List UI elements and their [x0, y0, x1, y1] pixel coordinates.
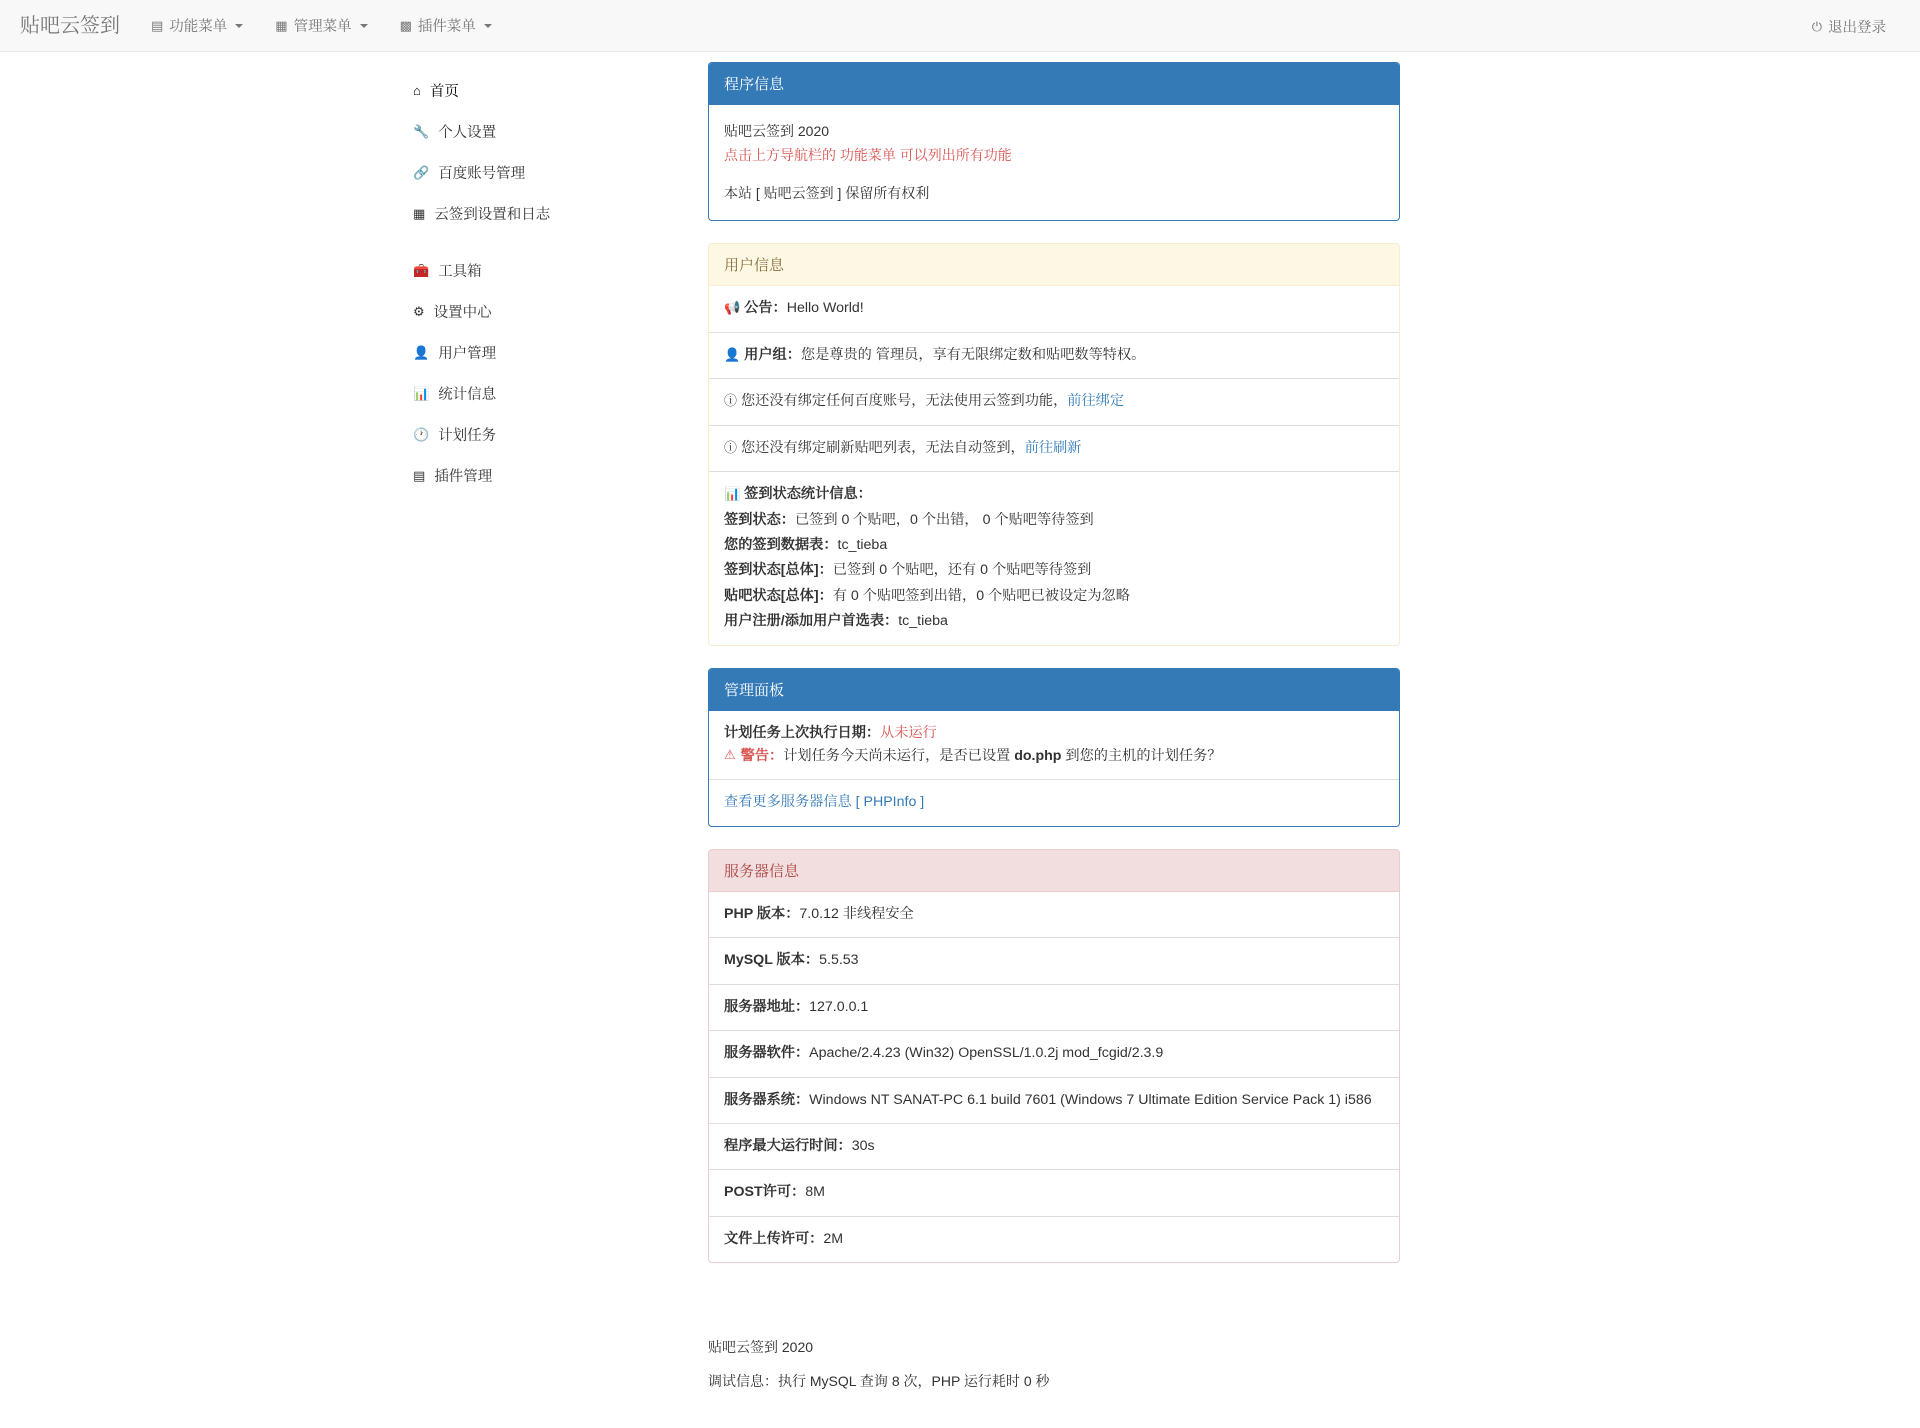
list-item-php-version	[709, 892, 1399, 937]
stat-value: 有 0 个贴吧签到出错，0 个贴吧已被设定为忽略	[832, 587, 1130, 604]
program-hint: 点击上方导航栏的 功能菜单 可以列出所有功能	[724, 146, 1012, 163]
list-item-server-address	[709, 984, 1399, 1030]
alert-text: 您还没有绑定任何百度账号，无法使用云签到功能，	[740, 393, 1068, 410]
home-icon: ⌂	[413, 83, 421, 98]
program-info-title: 程序信息	[709, 63, 1399, 105]
row-label: 程序最大运行时间：	[724, 1137, 852, 1154]
sidebar-item-scheduled-tasks[interactable]	[400, 414, 700, 455]
row-value: 7.0.12 非线程安全	[799, 905, 914, 922]
alert-text: 您还没有绑定刷新贴吧列表，无法自动签到，	[740, 439, 1025, 456]
footer-copyright: 贴吧云签到 2020	[708, 1339, 814, 1356]
main-content	[708, 62, 1400, 1325]
list-item-server-os	[709, 1077, 1399, 1123]
stat-label: 您的签到数据表：	[724, 536, 838, 553]
megaphone-icon: 📢	[724, 300, 741, 316]
cron-label: 计划任务上次执行日期：	[724, 724, 881, 741]
stat-value: 已签到 0 个贴吧，0 个出错， 0 个贴吧等待签到	[794, 511, 1094, 528]
top-navbar	[0, 0, 1920, 52]
sidebar-item-user-management[interactable]	[400, 332, 700, 373]
info-icon: ⓘ	[724, 393, 738, 409]
signin-stats-title: 签到状态统计信息：	[744, 486, 872, 503]
list-item-cron-status	[709, 711, 1399, 780]
navbar-menu	[135, 0, 508, 52]
program-copyright: 本站 [ 贴吧云签到 ] 保留所有权利	[724, 184, 930, 201]
warning-text-2: 到您的主机的计划任务？	[1061, 748, 1222, 765]
wrench-icon: 🔧	[413, 124, 430, 139]
sidebar-item-label: 插件管理	[434, 469, 493, 485]
notice-label: 公告：	[744, 300, 787, 317]
refresh-list-link[interactable]: 前往刷新	[1024, 439, 1082, 456]
cron-warning	[724, 745, 1384, 768]
user-icon: 👤	[413, 345, 430, 360]
warning-label: 警告：	[740, 748, 784, 765]
stat-label: 贴吧状态[总体]：	[724, 587, 833, 604]
link-icon: 🔗	[413, 165, 430, 180]
sidebar-item-home[interactable]	[400, 70, 700, 111]
grid-icon: ▦	[275, 18, 288, 33]
row-value: 2M	[823, 1230, 844, 1247]
nav-item-plugin-menu[interactable]	[384, 0, 508, 52]
sidebar-item-statistics[interactable]	[400, 373, 700, 414]
program-info-body	[709, 105, 1399, 220]
row-value: Windows NT SANAT-PC 6.1 build 7601 (Windows 7 Ultimate Edition Service Pack 1) i586	[809, 1091, 1372, 1108]
stat-value: tc_tieba	[837, 536, 888, 553]
notice-text: Hello World!	[786, 300, 864, 317]
row-value: 5.5.53	[819, 952, 859, 969]
user-icon: 👤	[724, 346, 741, 362]
logout-button[interactable]	[1796, 0, 1902, 52]
toolbox-icon: 🧰	[413, 263, 430, 278]
admin-panel	[708, 668, 1400, 827]
cron-last-run	[724, 722, 1384, 745]
server-info-list	[709, 892, 1399, 1262]
sidebar-item-label: 百度账号管理	[438, 166, 526, 182]
stat-row	[724, 509, 1384, 532]
sidebar-item-personal-settings[interactable]	[400, 111, 700, 152]
row-label: PHP 版本：	[724, 905, 800, 922]
row-label: MySQL 版本：	[724, 952, 820, 969]
sidebar-item-label: 工具箱	[438, 264, 482, 280]
stat-row	[724, 585, 1384, 608]
row-label: 服务器软件：	[724, 1045, 810, 1062]
row-value: 30s	[851, 1137, 875, 1154]
cron-value: 从未运行	[880, 724, 937, 741]
usergroup-text: 您是尊贵的 管理员，享有无限绑定数和贴吧数等特权。	[800, 346, 1146, 363]
signin-stats-header	[724, 483, 1384, 506]
stat-label: 用户注册/添加用户首选表：	[724, 613, 899, 630]
info-icon: ⓘ	[724, 439, 738, 455]
row-label: 服务器地址：	[724, 998, 810, 1015]
list-item-phpinfo	[709, 779, 1399, 825]
chevron-down-icon	[484, 24, 492, 28]
sidebar-divider	[400, 234, 700, 250]
logout-label: 退出登录	[1828, 19, 1886, 36]
stat-label: 签到状态：	[724, 511, 795, 528]
list-item-post-limit	[709, 1169, 1399, 1215]
power-icon: ⏻	[1811, 18, 1822, 34]
stat-row	[724, 559, 1384, 582]
stat-value: 已签到 0 个贴吧，还有 0 个贴吧等待签到	[832, 562, 1092, 579]
admin-panel-title: 管理面板	[709, 669, 1399, 711]
row-label: POST许可：	[724, 1184, 806, 1201]
chart-icon: 📊	[724, 486, 741, 502]
nav-item-function-menu[interactable]	[135, 0, 259, 52]
row-label: 文件上传许可：	[724, 1230, 824, 1247]
sidebar-item-settings-center[interactable]	[400, 291, 700, 332]
sidebar-item-label: 计划任务	[438, 428, 497, 444]
stat-label: 签到状态[总体]：	[724, 562, 833, 579]
sidebar-item-label: 统计信息	[438, 387, 497, 403]
list-item-server-software	[709, 1030, 1399, 1076]
nav-item-label: 管理菜单	[293, 19, 352, 35]
program-info-panel	[708, 62, 1400, 221]
chart-icon: 📊	[413, 386, 430, 401]
sidebar-item-label: 首页	[429, 84, 459, 100]
usergroup-label: 用户组：	[744, 346, 801, 363]
list-icon: ▤	[151, 18, 164, 33]
calendar-icon: ▦	[413, 206, 426, 221]
chevron-down-icon	[360, 24, 368, 28]
list-item-no-tieba-list	[709, 425, 1399, 471]
user-info-title: 用户信息	[709, 244, 1399, 286]
sidebar-item-baidu-accounts[interactable]	[400, 152, 700, 193]
list-item-upload-limit	[709, 1216, 1399, 1262]
program-version: 贴吧云签到 2020	[724, 123, 830, 139]
page-footer	[708, 1325, 1408, 1428]
page-container	[0, 52, 1920, 1325]
gear-icon: ⚙	[413, 304, 425, 319]
warning-code: do.php	[1014, 748, 1062, 765]
apps-icon: ▩	[399, 18, 412, 33]
row-value: 127.0.0.1	[809, 998, 869, 1015]
navbar-right	[1796, 0, 1902, 52]
sidebar-item-signin-settings-log[interactable]	[400, 193, 700, 234]
list-item-no-baidu-account	[709, 378, 1399, 424]
list-item-max-exec-time	[709, 1123, 1399, 1169]
plugin-icon: ▤	[413, 468, 426, 483]
sidebar	[400, 62, 700, 1325]
stat-value: tc_tieba	[898, 613, 948, 630]
server-info-title: 服务器信息	[709, 850, 1399, 892]
nav-item-admin-menu[interactable]	[259, 0, 383, 52]
stat-row	[724, 534, 1384, 557]
chevron-down-icon	[235, 24, 243, 28]
list-item-mysql-version	[709, 937, 1399, 983]
cron-warning-text	[741, 745, 1222, 768]
sidebar-item-toolbox[interactable]	[400, 250, 700, 291]
list-item-signin-stats	[709, 471, 1399, 645]
list-item-notice	[709, 286, 1399, 331]
row-value: Apache/2.4.23 (Win32) OpenSSL/1.0.2j mod_fcgid/2.3.9	[809, 1045, 1164, 1062]
sidebar-item-label: 个人设置	[438, 125, 497, 141]
nav-item-label: 插件菜单	[417, 19, 476, 35]
row-label: 服务器系统：	[724, 1091, 810, 1108]
server-info-panel	[708, 849, 1400, 1263]
sidebar-item-label: 云签到设置和日志	[434, 207, 551, 223]
navbar-brand[interactable]: 贴吧云签到	[20, 14, 120, 37]
sidebar-item-label: 用户管理	[438, 346, 497, 362]
clock-icon: 🕐	[413, 427, 430, 442]
warning-icon: ⚠	[724, 747, 736, 763]
list-item-usergroup	[709, 332, 1399, 378]
phpinfo-link[interactable]: 查看更多服务器信息 [ PHPInfo ]	[724, 794, 925, 811]
stat-row	[724, 610, 1384, 633]
admin-panel-list	[709, 711, 1399, 826]
sidebar-item-label: 设置中心	[433, 305, 492, 321]
footer-debug-info: 调试信息：执行 MySQL 查询 8 次，PHP 运行耗时 0 秒	[708, 1372, 1050, 1389]
sidebar-item-plugin-management[interactable]	[400, 455, 700, 496]
nav-item-label: 功能菜单	[169, 19, 228, 35]
row-value: 8M	[805, 1184, 825, 1201]
warning-text-1: 计划任务今天尚未运行，是否已设置	[783, 748, 1015, 765]
user-info-list	[709, 286, 1399, 644]
user-info-panel	[708, 243, 1400, 645]
bind-account-link[interactable]: 前往绑定	[1067, 393, 1125, 410]
